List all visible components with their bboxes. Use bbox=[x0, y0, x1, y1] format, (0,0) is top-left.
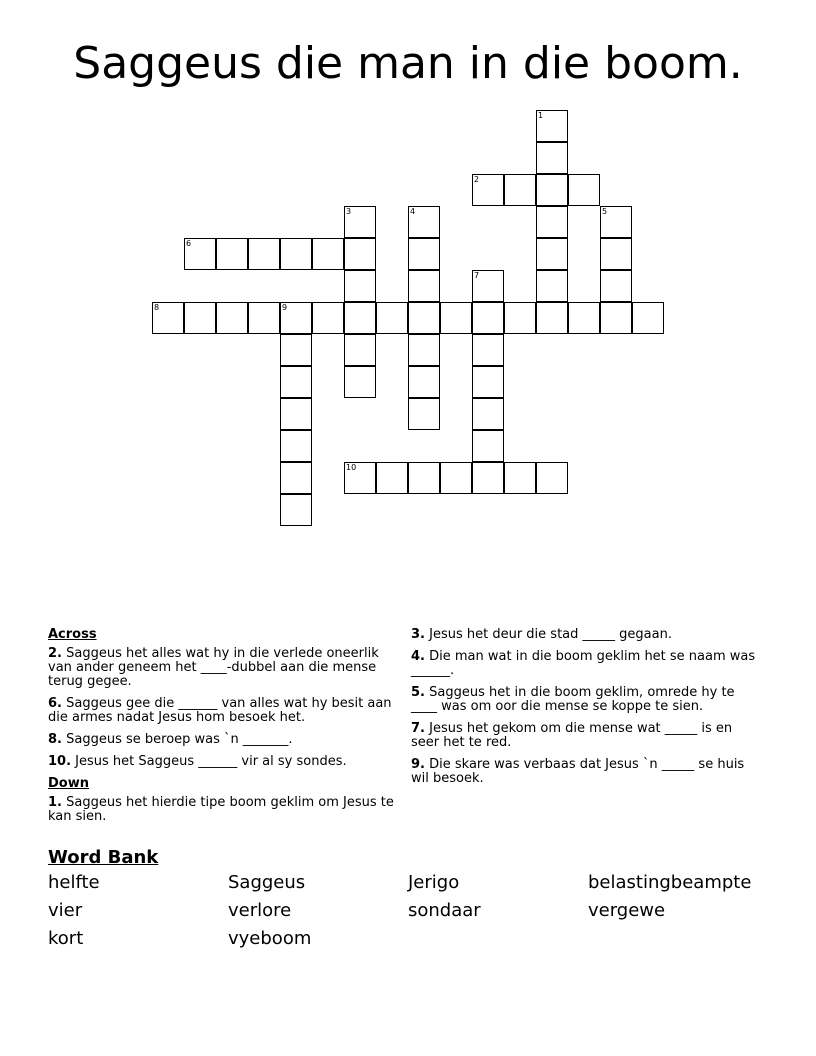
grid-cell[interactable] bbox=[600, 270, 632, 302]
grid-cell[interactable] bbox=[536, 110, 568, 142]
grid-cell[interactable] bbox=[408, 238, 440, 270]
clue-down-9: 9. Die skare was verbaas dat Jesus `n _____ se huis wil besoek. bbox=[411, 757, 745, 786]
grid-cell[interactable] bbox=[280, 302, 312, 334]
grid-cell[interactable] bbox=[280, 238, 312, 270]
grid-cell[interactable] bbox=[248, 238, 280, 270]
word-bank-item: Jerigo bbox=[408, 872, 460, 893]
grid-cell[interactable] bbox=[280, 398, 312, 430]
grid-cell[interactable] bbox=[600, 238, 632, 270]
grid-cell[interactable] bbox=[216, 238, 248, 270]
grid-cell[interactable] bbox=[536, 462, 568, 494]
grid-cell[interactable] bbox=[312, 302, 344, 334]
grid-cell[interactable] bbox=[408, 462, 440, 494]
grid-cell[interactable] bbox=[280, 334, 312, 366]
down-heading: Down bbox=[48, 776, 89, 791]
grid-cell[interactable] bbox=[408, 334, 440, 366]
grid-cell[interactable] bbox=[600, 302, 632, 334]
grid-cell[interactable] bbox=[440, 462, 472, 494]
grid-cell[interactable] bbox=[344, 366, 376, 398]
grid-cell[interactable] bbox=[504, 174, 536, 206]
grid-cell[interactable] bbox=[184, 302, 216, 334]
grid-cell[interactable] bbox=[568, 174, 600, 206]
grid-cell[interactable] bbox=[472, 334, 504, 366]
clue-down-1: 1. Saggeus het hierdie tipe boom geklim om Jesus te kan sien. bbox=[48, 795, 394, 824]
word-bank-item: vier bbox=[48, 900, 83, 921]
grid-cell[interactable] bbox=[280, 366, 312, 398]
grid-cell[interactable] bbox=[376, 462, 408, 494]
grid-cell[interactable] bbox=[440, 302, 472, 334]
word-bank-item: vergewe bbox=[588, 900, 666, 921]
grid-cell[interactable] bbox=[472, 302, 504, 334]
grid-cell[interactable] bbox=[472, 398, 504, 430]
grid-cell[interactable] bbox=[632, 302, 664, 334]
grid-cell[interactable] bbox=[536, 302, 568, 334]
grid-cell[interactable] bbox=[504, 462, 536, 494]
grid-cell[interactable] bbox=[376, 302, 408, 334]
grid-cell[interactable] bbox=[408, 302, 440, 334]
grid-cell[interactable] bbox=[472, 270, 504, 302]
grid-cell[interactable] bbox=[536, 206, 568, 238]
word-bank-item: Saggeus bbox=[228, 872, 306, 893]
grid-cell[interactable] bbox=[344, 270, 376, 302]
grid-cell[interactable] bbox=[504, 302, 536, 334]
puzzle-title: Saggeus die man in die boom. bbox=[73, 38, 743, 89]
grid-cell[interactable] bbox=[248, 302, 280, 334]
grid-cell[interactable] bbox=[344, 206, 376, 238]
clue-number: 7 bbox=[474, 271, 480, 280]
grid-cell[interactable] bbox=[280, 494, 312, 526]
grid-cell[interactable] bbox=[312, 238, 344, 270]
grid-cell[interactable] bbox=[216, 302, 248, 334]
grid-cell[interactable] bbox=[344, 334, 376, 366]
grid-cell[interactable] bbox=[536, 174, 568, 206]
grid-cell[interactable] bbox=[472, 366, 504, 398]
grid-cell[interactable] bbox=[280, 430, 312, 462]
grid-cell[interactable] bbox=[408, 398, 440, 430]
clue-number: 3 bbox=[346, 207, 352, 216]
clue-number: 2 bbox=[474, 175, 480, 184]
clue-across-10: 10. Jesus het Saggeus ______ vir al sy sondes. bbox=[48, 754, 347, 769]
clue-across-2: 2. Saggeus het alles wat hy in die verlede oneerlik van ander geneem het ____-dubbel aan die mense terug gegee. bbox=[48, 646, 379, 689]
grid-cell[interactable] bbox=[408, 270, 440, 302]
grid-cell[interactable] bbox=[280, 462, 312, 494]
clue-number: 1 bbox=[538, 111, 544, 120]
grid-cell[interactable] bbox=[472, 462, 504, 494]
clue-down-4: 4. Die man wat in die boom geklim het se naam was ______. bbox=[411, 649, 756, 678]
grid-cell[interactable] bbox=[344, 238, 376, 270]
grid-cell[interactable] bbox=[344, 302, 376, 334]
clue-down-3: 3. Jesus het deur die stad _____ gegaan. bbox=[411, 627, 672, 642]
clue-number: 6 bbox=[186, 239, 192, 248]
clue-across-6: 6. Saggeus gee die ______ van alles wat hy besit aan die armes nadat Jesus hom besoek het. bbox=[48, 696, 392, 725]
clue-across-8: 8. Saggeus se beroep was `n _______. bbox=[48, 732, 293, 747]
clue-down-7: 7. Jesus het gekom om die mense wat _____ is en seer het te red. bbox=[411, 721, 733, 750]
clue-number: 9 bbox=[282, 303, 288, 312]
grid-cell[interactable] bbox=[152, 302, 184, 334]
word-bank-item: sondaar bbox=[408, 900, 481, 921]
clue-down-5: 5. Saggeus het in die boom geklim, omrede hy te ____ was om oor die mense se koppe te sien. bbox=[411, 685, 735, 714]
grid-cell[interactable] bbox=[184, 238, 216, 270]
clue-number: 8 bbox=[154, 303, 160, 312]
word-bank-item: helfte bbox=[48, 872, 100, 893]
grid-cell[interactable] bbox=[568, 302, 600, 334]
grid-cell[interactable] bbox=[536, 238, 568, 270]
grid-cell[interactable] bbox=[408, 366, 440, 398]
clues-right-column bbox=[411, 628, 761, 794]
word-bank-item: verlore bbox=[228, 900, 292, 921]
grid-cell[interactable] bbox=[408, 206, 440, 238]
clues-left-column bbox=[48, 628, 396, 832]
word-bank-item: belastingbeampte bbox=[588, 872, 752, 893]
grid-cell[interactable] bbox=[472, 430, 504, 462]
word-bank-item: kort bbox=[48, 928, 84, 949]
across-heading: Across bbox=[48, 627, 97, 642]
word-bank-title: Word Bank bbox=[48, 847, 159, 868]
grid-cell[interactable] bbox=[472, 174, 504, 206]
clue-number: 4 bbox=[410, 207, 416, 216]
grid-cell[interactable] bbox=[536, 142, 568, 174]
grid-cell[interactable] bbox=[536, 270, 568, 302]
clue-number: 10 bbox=[346, 463, 357, 472]
word-bank-item: vyeboom bbox=[228, 928, 312, 949]
grid-cell[interactable] bbox=[600, 206, 632, 238]
grid-cell[interactable] bbox=[344, 462, 376, 494]
clue-number: 5 bbox=[602, 207, 608, 216]
